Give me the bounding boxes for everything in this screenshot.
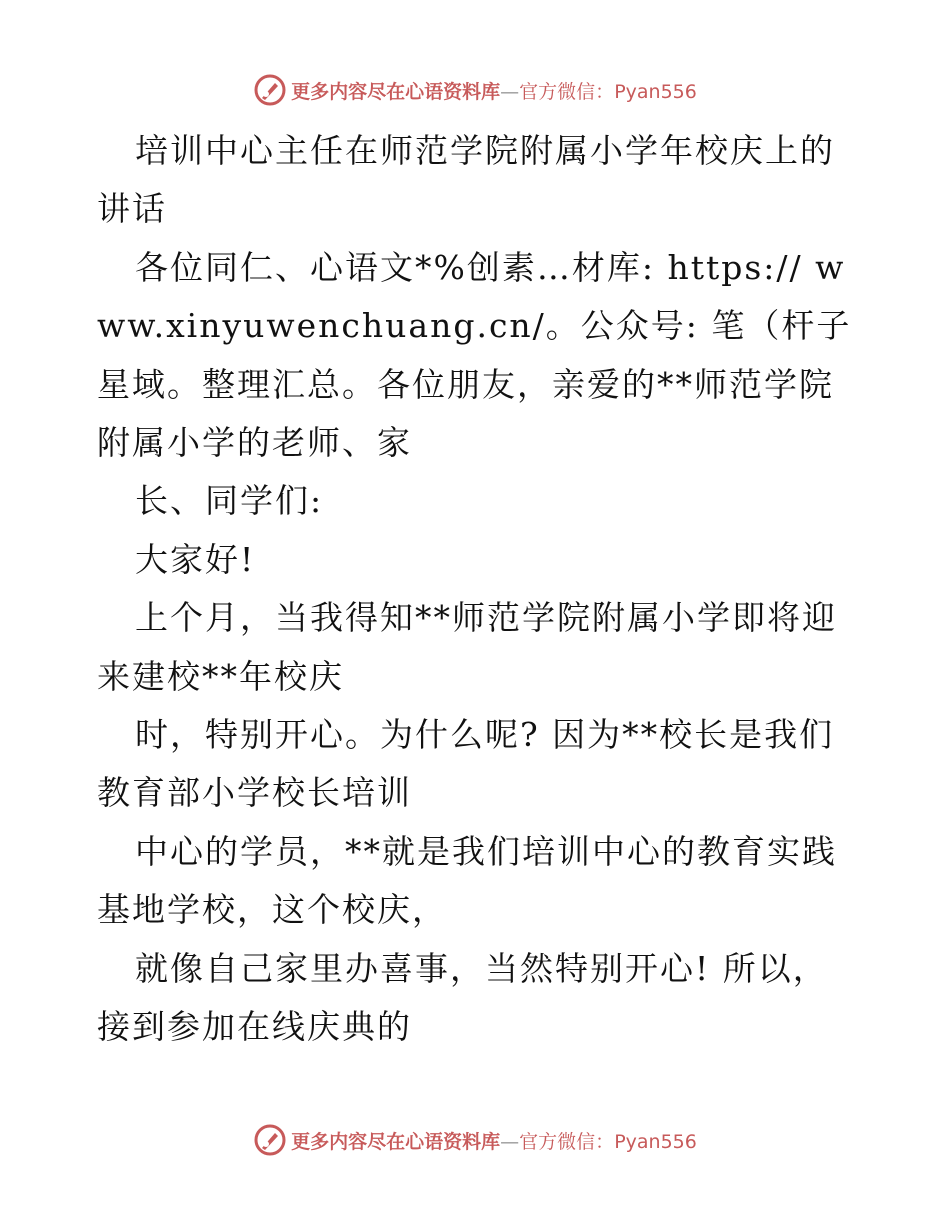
watermark-separator: —: [500, 80, 520, 103]
watermark-wechat-id: Pyan556: [614, 80, 697, 103]
header-watermark: [0, 68, 950, 112]
document-title: 培训中心主任在师范学院附属小学年校庆上的讲话: [97, 131, 835, 229]
watermark-text: [291, 77, 697, 104]
watermark-wechat-label: 官方微信：: [519, 1130, 615, 1153]
watermark-main: 更多内容尽在心语资料库: [291, 1130, 501, 1153]
red-quill-circle-icon: [253, 73, 287, 107]
watermark-text: [291, 1127, 697, 1154]
paragraph-hello: 大家好!: [135, 539, 256, 579]
red-quill-circle-icon: [253, 1123, 287, 1157]
watermark-main: 更多内容尽在心语资料库: [291, 80, 501, 103]
footer-watermark: [0, 1118, 950, 1162]
paragraph-body: 时，特别开心。为什么呢? 因为**校长是我们教育部小学校长培训: [97, 715, 835, 813]
paragraph-body: 中心的学员，**就是我们培训中心的教育实践基地学校，这个校庆，: [97, 831, 837, 930]
paragraph-greeting: 各位同仁、心语文*%创素…材库: https:// www.xinyuwenchuang.cn/。公众号: 笔（杆子星域。整理汇总。各位朋友，亲爱的**师范学院附属小学的老师、家: [97, 247, 852, 463]
paragraph-body: 上个月，当我得知**师范学院附属小学即将迎来建校**年校庆: [97, 598, 837, 696]
paragraph-body: 就像自己家里办喜事，当然特别开心! 所以，接到参加在线庆典的: [97, 948, 828, 1047]
watermark-wechat-id: Pyan556: [614, 1130, 697, 1153]
watermark-wechat-label: 官方微信：: [519, 80, 615, 103]
document-body: [97, 122, 857, 1057]
watermark-separator: —: [500, 1130, 520, 1153]
paragraph-greeting-cont: 长、同学们:: [135, 481, 324, 521]
